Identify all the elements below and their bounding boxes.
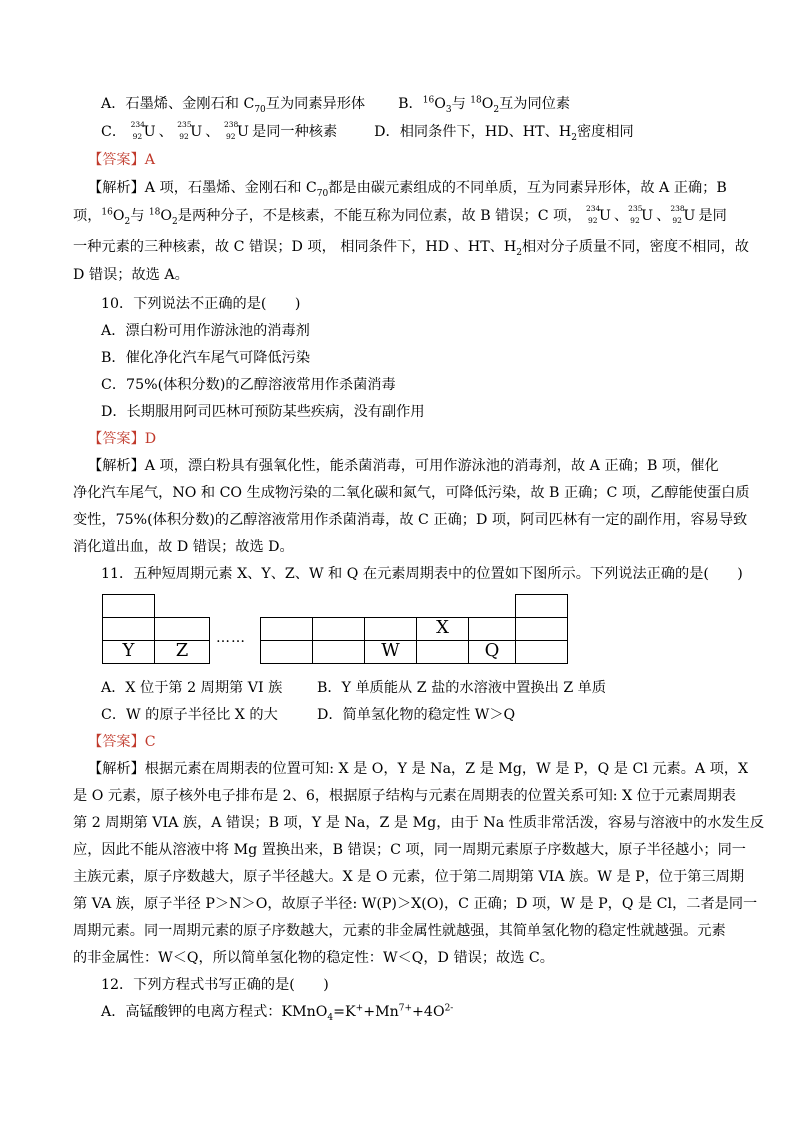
q10-explanation-2: 净化汽车尾气，NO 和 CO 生成物污染的二氧化碳和氮气，可降低污染，故 B 正确；C 项，乙醇能使蛋白质: [73, 485, 750, 501]
q11-explanation-7: 周期元素。同一周期元素的原子序数越大，元素的非金属性就越强，其简单氢化物的稳定性就越强。元素: [73, 923, 726, 939]
q11-explanation-5: 主族元素，原子序数越大，原子半径越大。X 是 O 元素，位于第二周期第 VIA 族。W 是 P，位于第三周期: [73, 869, 745, 885]
q11-explanation-6: 第 VA 族，原子半径 P＞N＞O，故原子半径: W(P)＞X(O)，C 正确；D 项，W 是 P，Q 是 Cl，二者是同一: [73, 896, 758, 912]
q10-stem: 10．下列说法不正确的是( ): [101, 296, 301, 312]
table-cell: [515, 594, 568, 618]
table-cell-x: X: [416, 617, 469, 641]
q9-explanation-3: 一种元素的三种核素，故 C 错误；D 项， 相同条件下，HD 、HT、$H_2$相对分子质量不同，密度不相同，故: [73, 239, 749, 258]
q9-explanation-4: D 错误；故选 A。: [73, 267, 189, 283]
q9-answer: 【答案】A: [88, 152, 155, 168]
q11-explanation-3: 第 2 周期第 VIA 族，A 错误；B 项，Y 是 Na，Z 是 Mg，由于 Na 性质非常活泼，容易与溶液中的水发生反: [73, 815, 765, 831]
q9-option-a-b: A．石墨烯、金刚石和 $C_{70}$互为同素异形体 B．$^{16}O_3$与 $^{18}O_2$互为同位素: [101, 95, 571, 115]
isotope-u238: 238 92 U: [224, 120, 249, 141]
table-cell: [260, 617, 313, 641]
q11-option-a: A．X 位于第 2 周期第 VI 族: [101, 680, 283, 696]
isotope-u235-exp: 235 92 U: [628, 204, 654, 225]
table-cell: [515, 617, 568, 641]
q10-option-b: B．催化净化汽车尾气可降低污染: [101, 350, 311, 366]
q10-explanation-1: 【解析】A 项，漂白粉具有强氧化性，能杀菌消毒，可用作游泳池的消毒剂，故 A 正确；B 项，催化: [88, 458, 719, 474]
table-cell-q: Q: [468, 640, 516, 664]
table-cell: [312, 640, 365, 664]
table-ellipsis: ……: [216, 630, 246, 646]
table-cell: [312, 617, 365, 641]
table-cell: [364, 617, 417, 641]
q11-explanation-4: 应，因此不能从溶液中将 Mg 置换出来，B 错误；C 项，同一周期元素原子序数越大，原子半径越小；同一: [73, 842, 746, 858]
q12-stem: 12．下列方程式书写正确的是( ): [101, 977, 329, 993]
table-cell: [468, 617, 516, 641]
q9-explanation-1: 【解析】A 项，石墨烯、金刚石和 $C_{70}$都是由碳元素组成的不同单质，互为同素异形体，故 A 正确；B: [88, 180, 727, 199]
isotope-u238-exp: 238 92 U: [670, 204, 696, 225]
isotope-u234-exp: 234 92 U: [585, 204, 611, 225]
isotope-u234: 234 92 U: [130, 120, 156, 141]
q10-option-d: D．长期服用阿司匹林可预防某些疾病，没有副作用: [101, 404, 425, 420]
q10-answer: 【答案】D: [88, 431, 157, 447]
table-cell: [102, 594, 155, 618]
q11-stem: 11．五种短周期元素 X、Y、Z、W 和 Q 在元素周期表中的位置如下图所示。下列说法正确的是( ): [101, 566, 743, 582]
table-cell: [102, 617, 155, 641]
periodic-table-fragment: [100, 594, 570, 664]
table-cell: [515, 640, 568, 664]
q10-explanation-4: 消化道出血，故 D 错误；故选 D。: [73, 539, 294, 555]
q9-option-c-d: C． 234 92 U 、 235 92 U 、 238 92 U 是同一种核素 D．相同条件下，HD、HT、$H_2$密度相同: [101, 120, 634, 143]
table-cell: [260, 640, 313, 664]
q10-option-a: A．漂白粉可用作游泳池的消毒剂: [101, 323, 310, 339]
table-cell-z: Z: [154, 640, 210, 664]
q11-option-b: B．Y 单质能从 Z 盐的水溶液中置换出 Z 单质: [317, 680, 607, 696]
q11-explanation-2: 是 O 元素，原子核外电子排布是 2、6，根据原子结构与元素在周期表的位置关系可知: X 位于元素周期表: [73, 788, 736, 804]
q11-answer: 【答案】C: [88, 734, 156, 750]
q11-option-d: D．简单氢化物的稳定性 W＞Q: [317, 707, 516, 723]
q11-explanation-1: 【解析】根据元素在周期表的位置可知: X 是 O，Y 是 Na，Z 是 Mg，W 是 P，Q 是 Cl 元素。A 项，X: [88, 761, 749, 777]
q10-explanation-3: 变性，75%(体积分数)的乙醇溶液常用作杀菌消毒，故 C 正确；D 项，阿司匹林有一定的副作用，容易导致: [73, 512, 748, 528]
q11-option-c: C．W 的原子半径比 X 的大: [101, 707, 278, 723]
table-cell: [154, 617, 210, 641]
q12-option-a: A．高锰酸钾的电离方程式：$KMnO_4=K^++Mn^{7+}+4O^{2-}$: [101, 1003, 454, 1023]
table-cell-w: W: [364, 640, 417, 664]
q11-explanation-8: 的非金属性：W＜Q，所以简单氢化物的稳定性：W＜Q，D 错误；故选 C。: [73, 950, 554, 966]
table-cell: [416, 640, 469, 664]
q10-option-c: C．75%(体积分数)的乙醇溶液常用作杀菌消毒: [101, 377, 396, 393]
table-cell-y: Y: [102, 640, 155, 664]
isotope-u235: 235 92 U: [177, 120, 203, 141]
q9-explanation-2: 项，$^{16}O_2$与 $^{18}O_2$是两种分子，不是核素，不能互称为同位素，故 B 错误；C 项， 234 92 U 、 235 92 U 、 238 92 U 是同: [73, 204, 727, 227]
